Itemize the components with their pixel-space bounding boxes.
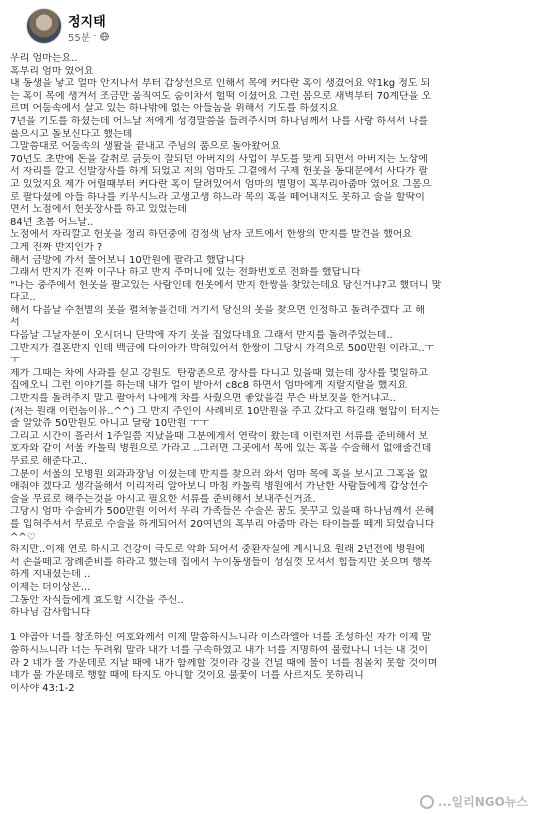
post-line: 호자와 같이 서울 카톨릭 병원으로 가라고 ..그러면 그곳에서 목에 있는 혹을 수술해서 없애줄건데 (10, 443, 432, 455)
post-line: 무료로 해준다고.. (10, 456, 88, 467)
author-name[interactable]: 정지태 (68, 15, 106, 30)
post-line: 해서 금방에 가서 물어보니 10만원에 팔라고 했답니다 (10, 254, 245, 266)
globe-icon (100, 32, 109, 41)
post-line: "나는 충주에서 헌옷을 팔고있는 사람인데 헌옷에서 반지 한쌍을 찾았는데요 당신거냐?고 했더니 맞 (10, 279, 442, 291)
post-line: 면서 노점에서 헌옷장사를 하고 있었는데 (10, 204, 187, 216)
post-line: 라 2 네가 물 가운데로 지날 때에 내가 함께할 것이라 강을 건널 때에 물이 너를 침몰치 못할 것이며 (10, 657, 438, 669)
post-line: 다음날 그날자분이 오시더니 단박에 자기 옷을 집었다네요 그래서 반지를 돌려주었는데.. (10, 330, 393, 342)
post-line: 술을 무료로 해주는것을 아시고 필요한 서류를 준비해서 보내주신거죠. (10, 493, 316, 505)
post-line: (저는 원래 이런놈이유..^^) 그 반지 주인이 사례비로 10만원을 주고 갔다고 하길래 혈압이 터지는 (10, 405, 440, 417)
post-line: 르며 어둠속에서 살고 있는 하나밖에 없는 아들놈을 위해서 기도를 하셨지요 (10, 103, 339, 115)
post-line: 그분이 서울의 모병원 외과과장님 이셨는데 반지를 찾으러 와서 엄마 목에 혹을 보시고 그혹을 없 (10, 468, 429, 480)
post-line: 7년을 기도를 하셨는데 어느날 저에게 성경말씀을 들려주시며 하나님께서 나를 사랑 하셔서 나를 (10, 115, 429, 127)
post-line: 이사야 43:1-2 (10, 682, 75, 694)
post-line: 그말씀대로 어둠속의 생활을 끝내고 주님의 품으로 돌아왔어요 (10, 141, 281, 153)
post-line: 혹부리 엄마 였어요 (10, 65, 94, 77)
post-line: 하게 지내셨는데 .. (10, 569, 91, 581)
post-meta (68, 29, 109, 44)
post-line: ^^♡ (10, 531, 36, 543)
post-line: 풀으시고 돌보신다고 했는데 (10, 128, 133, 140)
post-line: 그반지를 돌려주지 말고 팔아서 나에게 차를 사줬으면 좋았을걸 무슨 바보짓을 한거냐고.. (10, 393, 396, 405)
watermark-logo-icon (420, 795, 434, 809)
post-line: 서 자리를 깔고 신발장사를 하게 되었고 저의 엄마도 그곁에서 구제 헌옷을 동대문에서 사다가 팔 (10, 166, 429, 178)
post-line: 우리 엄마는요.. (10, 53, 78, 64)
post-line: 애줘야 겠다고 생각을해서 이리저리 알아보니 마침 카톨릭 병원에서 가난한 사람들에게 갑상선수 (10, 481, 429, 493)
post-line: 노점에서 자리깔고 헌옷을 정리 하던중에 검정색 남자 코트에서 한쌍의 반지를 발견을 했어요 (10, 229, 413, 241)
post-time[interactable]: 55분 (68, 33, 91, 44)
avatar[interactable] (26, 8, 62, 44)
post-line: 하지만..이제 연로 하시고 건강이 극도로 악화 되어서 중환자실에 계시니요 원래 2년전에 병원에 (10, 544, 425, 556)
watermark (420, 793, 528, 810)
post-header (0, 0, 538, 44)
post-line: 해서 다음날 수천볕의 옷을 펼쳐놓을건데 거기서 당신의 옷을 찾으면 인정하고 돌려주겠다 고 해 (10, 304, 425, 316)
post-line: 이제는 더이상은... (10, 581, 91, 593)
post-line: 그래서 반지가 진짜 이구나 하고 반지 주머니에 있는 전화번호로 전화를 했답니다 (10, 267, 361, 279)
post-line: 는 혹이 목에 생겨서 조금만 움직여도 숨이차서 헐떡 이셨어요 그런 몸으로 새벽부터 70계단을 오 (10, 90, 432, 102)
post-line: 그당시 엄마 수술비가 500만원 이어서 우리 가족들은 수술은 꿈도 못꾸고 있을때 하나님께서 은혜 (10, 506, 435, 518)
watermark-text: ...일리NGO뉴스 (437, 795, 528, 809)
post-line: 하나님 감사합니다 (10, 607, 91, 619)
post-text (10, 53, 530, 695)
post-line: 서 (10, 317, 20, 329)
post-line: 1 야곱아 너를 창조하신 여호와께서 이제 말씀하시느니라 이스라엘아 너를 조성하신 자가 이제 말 (10, 632, 432, 644)
post-line: 다고.. (10, 292, 36, 304)
post-line: 고 있었지요 제가 어릴때부터 커다란 혹이 달려있어서 엄마의 별명이 혹부리아줌마 였어요 그몸으 (10, 178, 432, 190)
post-line: 씀하시느니라 너는 두려워 말라 내가 너를 구속하였고 내가 너를 지명하여 불렀나니 너는 내 것이 (10, 644, 429, 656)
post-line: ㅜ (10, 355, 20, 367)
post-line: 제가 그때는 차에 사과를 싣고 강원도 탄광촌으로 장사를 다니고 있을때 였는데 장사를 몇일하고 (10, 367, 429, 379)
post-line: 그반지가 결혼반지 인데 백금에 다이아가 박혀있어서 한쌍이 그당시 가격으로 500만원 이라고..ㅜ (10, 342, 435, 354)
meta-separator: · (93, 31, 97, 42)
post-line: 를 입혀주셔서 무료로 수술을 하게되어서 20여년의 혹부리 아줌마 라는 타이틀를 떼게 되었습니다 (10, 518, 435, 530)
post-line: 줄 알았쥬 50만원도 아니고 달랑 10만원 ㅜㅜ (10, 418, 210, 430)
post-line: 집에오니 그런 이야기를 하는데 내가 얼이 받아서 c8c8 하면서 엄마에게 지랄지랄을 했지요 (10, 380, 407, 392)
post-line: 70년도 초반에 돈을 갈취로 긁듯이 잘되던 아버지의 사업이 부도를 맞게 되면서 아버지는 노상에 (10, 153, 428, 165)
post-line (10, 620, 530, 633)
post-line: 그게 진짜 반지인가 ? (10, 241, 103, 253)
post-line: 서 손을떼고 장례준비를 하라고 했는데 집에서 누이동생들이 성심껏 모셔서 힘들지만 옷으며 행복 (10, 556, 432, 568)
post-line: 84년 초봄 어느날.. (10, 216, 94, 228)
post-line: 내 동생을 낳고 얼마 안지나서 부터 갑상선으로 인해서 목에 커다란 혹이 생겼어요 약1kg 정도 되 (10, 78, 431, 90)
post-line: 그리고 시간이 흘러서 1주일쯤 지났을때 그분에게서 연락이 왔는데 이런저런 서류를 준비해서 보 (10, 430, 429, 442)
post-line: 로 팔다셨에 아들 하나를 키우시느라 고생고생 하느라 목의 혹을 떼어내지도 못하고 술을 할딱이 (10, 191, 425, 203)
post-line: 그동안 자식들에게 효도할 시간을 주신.. (10, 594, 184, 606)
post-line: 네가 불 가운데로 행할 때에 타지도 아니할 것이요 불꽃이 너를 사르지도 못하리니 (10, 670, 364, 682)
